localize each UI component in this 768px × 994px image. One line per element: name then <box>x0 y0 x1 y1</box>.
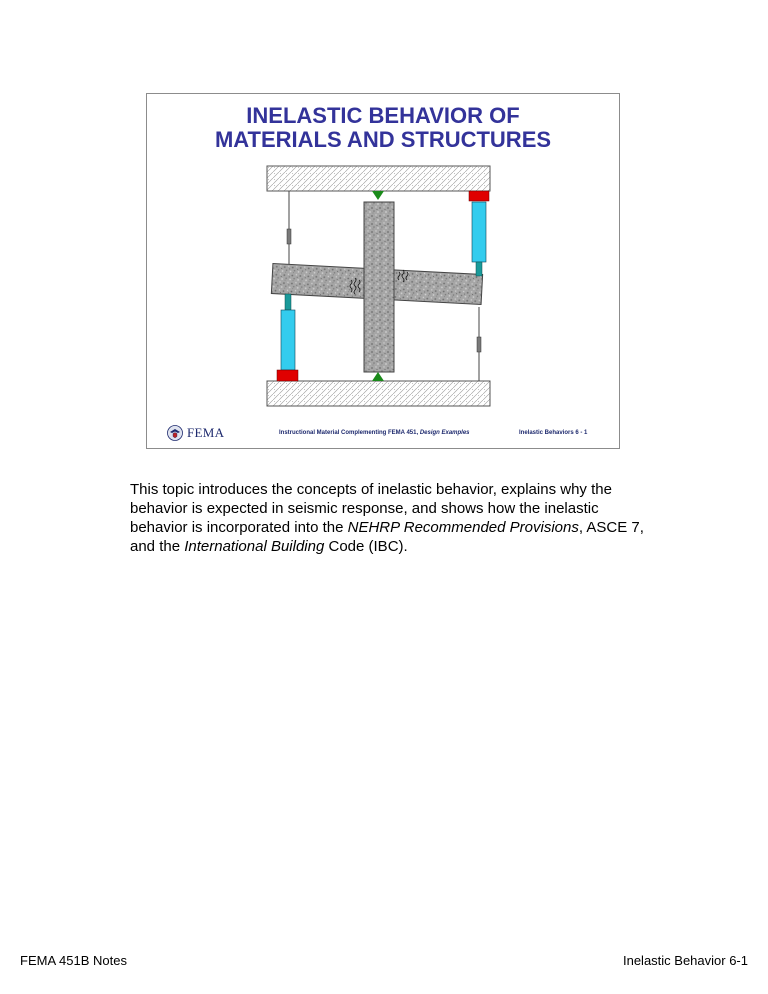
left-actuator-base <box>277 370 298 381</box>
slide-footer-source-prefix: Instructional Material Complementing FEMA 451, <box>279 430 420 436</box>
fema-logo-text: FEMA <box>187 425 225 440</box>
page-footer-right: Inelastic Behavior 6-1 <box>622 953 748 968</box>
notes-text-1: This topic introduces the concepts of inelastic behavior, explains why the behavior is expected in seismic response, and shows how the inelastic behavior is incorporated into the <box>130 481 612 536</box>
dhs-seal-icon <box>167 425 183 441</box>
notes-italic-2: International Building <box>184 538 325 555</box>
top-pin-support <box>372 191 384 200</box>
slide-footer-source-italic: Design Examples <box>419 430 470 436</box>
bottom-pin-support <box>372 372 384 381</box>
bottom-slab <box>267 381 490 406</box>
notes-italic-1: NEHRP Recommended Provisions <box>347 519 579 536</box>
top-slab <box>267 166 490 191</box>
slide <box>146 93 620 449</box>
right-load-cell <box>477 337 481 352</box>
left-load-cell <box>287 229 291 244</box>
right-actuator-base <box>469 191 489 201</box>
test-setup-diagram <box>147 94 621 450</box>
slide-footer-number: Inelastic Behaviors 6 - 1 <box>519 430 588 436</box>
page-footer-left: FEMA 451B Notes <box>20 953 127 968</box>
column <box>364 202 394 372</box>
notes-text-3: Code (IBC). <box>324 538 408 555</box>
right-actuator-body <box>472 202 486 262</box>
left-actuator-rod <box>285 294 291 310</box>
notes-paragraph <box>130 480 650 556</box>
fema-logo <box>167 424 224 442</box>
right-actuator-rod <box>476 262 482 276</box>
left-actuator-body <box>281 310 295 370</box>
slide-title-line-1: INELASTIC BEHAVIOR OF <box>246 103 520 128</box>
slide-title-line-2: MATERIALS AND STRUCTURES <box>214 127 552 152</box>
slide-footer-source <box>279 430 470 436</box>
notes-text-2: , ASCE 7, and the <box>130 519 644 555</box>
